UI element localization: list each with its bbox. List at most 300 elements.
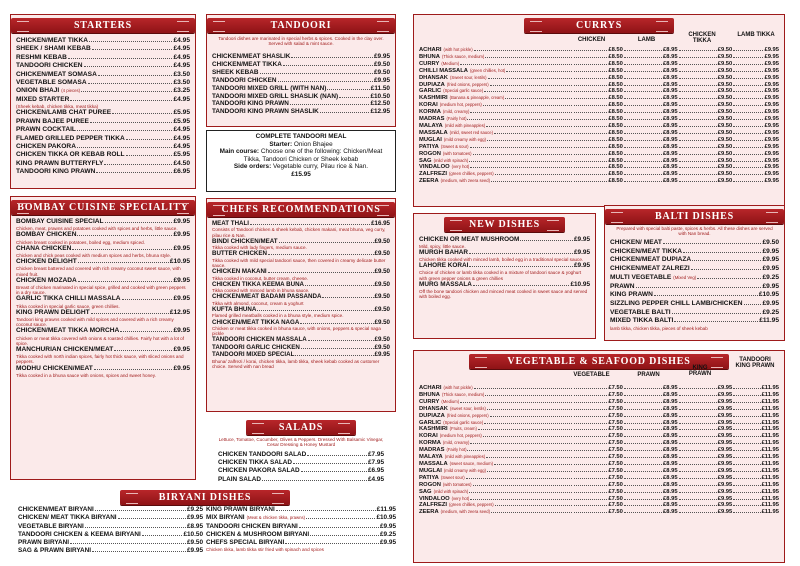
- menu-item: [16, 71, 190, 79]
- dish-name-cell: [419, 426, 573, 433]
- dot-leader: [469, 492, 572, 493]
- price-value: £7.50: [608, 412, 623, 419]
- dot-leader: [679, 167, 717, 168]
- price-grid-row: [419, 447, 779, 454]
- price-cell: [573, 406, 623, 413]
- menu-item: [206, 514, 396, 522]
- price-value: £8.50: [608, 109, 623, 116]
- dot-leader: [733, 133, 763, 134]
- dish-name-cell: [419, 475, 573, 482]
- dot-leader: [307, 455, 367, 456]
- item-name: TANDOORI KING PRAWN: [16, 168, 96, 176]
- price-cell: [623, 47, 678, 54]
- item-name: CHEFS SPECIAL BIRYANI: [206, 539, 285, 547]
- price-cell: [732, 496, 779, 503]
- menu-item: [206, 539, 396, 547]
- item-name: PRAWN BIRYANI: [18, 539, 70, 547]
- menu-item: [610, 317, 779, 326]
- dish-note: (green chillies, peppers): [449, 171, 494, 177]
- item-name: CHICKEN PAKORA SALAD: [218, 467, 300, 475]
- price-grid-row: [419, 54, 779, 61]
- dot-leader: [733, 464, 760, 465]
- dot-leader: [77, 130, 173, 131]
- item-name: TANDOORI MIXED SPECIAL: [212, 351, 295, 359]
- tandoori-header: TANDOORI: [207, 18, 395, 33]
- dish-name: MADRAS: [419, 116, 445, 123]
- dish-name: DHANSAK: [419, 74, 448, 81]
- item-price: £9.50: [374, 336, 390, 344]
- price-cell: [623, 502, 678, 509]
- item-price: £5.95: [173, 151, 190, 159]
- item-name: CHICKEN/MEAT TIKKA NAGA: [212, 318, 300, 326]
- price-cell: [623, 75, 678, 82]
- dot-leader: [733, 50, 763, 51]
- price-value: £8.95: [663, 412, 678, 419]
- dot-leader: [663, 243, 762, 244]
- item-name: CHICKEN/MEAT TIKKA: [212, 60, 282, 68]
- item-name: CHANA CHICKEN: [16, 244, 72, 252]
- dish-name: DUPIAZA: [419, 81, 445, 88]
- item-price: £9.95: [173, 218, 190, 225]
- price-value: £11.95: [761, 474, 779, 481]
- dot-leader: [278, 81, 374, 82]
- price-grid-row: [419, 509, 779, 516]
- price-value: £11.95: [761, 509, 779, 516]
- price-value: £11.95: [761, 488, 779, 495]
- item-price: £9.95: [762, 265, 779, 273]
- menu-item: [212, 61, 390, 69]
- price-cell: [573, 137, 623, 144]
- item-name: MIX BIRYANI: [206, 514, 245, 522]
- dish-name-cell: [419, 144, 573, 151]
- dot-leader: [654, 295, 758, 296]
- price-cell: [573, 178, 623, 185]
- menu-item: [610, 291, 779, 300]
- dot-leader: [120, 331, 172, 332]
- price-cell: [678, 475, 733, 482]
- item-price: £9.50: [187, 539, 203, 547]
- price-cell: [732, 109, 779, 116]
- item-price: £4.95: [173, 45, 190, 53]
- dish-name-cell: [419, 440, 573, 447]
- price-cell: [732, 406, 779, 413]
- price-value: £9.95: [717, 460, 733, 467]
- price-value: £8.95: [663, 391, 678, 398]
- dot-leader: [679, 471, 717, 472]
- dish-name: ROGON: [419, 481, 441, 488]
- item-price: £9.95: [173, 364, 190, 372]
- item-price: £4.95: [173, 95, 190, 103]
- meal-sides-label: Side orders:: [233, 163, 272, 171]
- price-cell: [623, 164, 678, 171]
- dish-note: (mild creamy with egg): [443, 467, 486, 473]
- dish-name: CURRY: [419, 398, 440, 405]
- dot-leader: [470, 112, 572, 113]
- dot-leader: [310, 535, 379, 536]
- price-value: £8.95: [663, 481, 678, 488]
- price-value: £8.95: [663, 405, 678, 412]
- menu-item: [16, 79, 190, 87]
- item-description: Choice of chicken or lamb tikka cooked in a mixture of tandoori sauce & yoghurt with green pepper onions & green chillies: [419, 270, 582, 281]
- item-price: £7.95: [368, 459, 384, 467]
- price-value: £9.95: [717, 509, 733, 516]
- price-value: £9.95: [764, 102, 779, 109]
- price-value: £8.95: [663, 419, 678, 426]
- dot-leader: [624, 133, 662, 134]
- dot-leader: [490, 416, 572, 417]
- dot-leader: [98, 75, 173, 76]
- price-cell: [732, 47, 779, 54]
- dot-leader: [78, 262, 169, 263]
- item-description: Breast of chicken marinated in special spice, grilled and cooked with green peppers in a dry sauce.: [16, 285, 186, 296]
- menu-item: [610, 309, 779, 318]
- item-name: KING PRAWN DELIGHT: [16, 308, 90, 316]
- dish-name: ROGON: [419, 150, 441, 157]
- dot-leader: [291, 57, 373, 58]
- price-grid-row: [419, 392, 779, 399]
- new-dishes-section: [413, 213, 596, 339]
- menu-item: [419, 281, 590, 289]
- dot-leader: [70, 100, 172, 101]
- meal-main-label: Main course:: [219, 148, 260, 156]
- item-name: CHICKEN TIKKA OR KEBAB ROLL: [16, 151, 125, 159]
- item-name: TANDOORI KING PRAWN SHASLIK: [212, 108, 319, 116]
- dish-name-cell: [419, 109, 573, 116]
- item-price: £9.25: [380, 530, 396, 538]
- price-cell: [623, 88, 678, 95]
- menu-item: [212, 268, 390, 275]
- balti-list: [610, 239, 779, 331]
- dish-note: (medium hot, peppers): [439, 433, 482, 439]
- dot-leader: [95, 510, 186, 511]
- item-price: £12.50: [370, 100, 390, 108]
- item-description: Tandoori king prawns cooked with mild spices and covered with a rich creamy coconut sauce.: [16, 317, 174, 328]
- price-cell: [623, 171, 678, 178]
- price-grid-row: [419, 454, 779, 461]
- meal-starter: Onion Bhajee: [293, 140, 333, 148]
- item-description: Chicken tikka cooked with minced lamb, boiled egg in a traditional special sauce.: [419, 257, 584, 263]
- price-value: £8.50: [608, 47, 623, 53]
- dish-note: (Sweet & sour): [440, 143, 469, 149]
- menu-item: [212, 351, 390, 358]
- price-value: £8.95: [663, 74, 678, 81]
- price-cell: [732, 158, 779, 165]
- price-cell: [573, 47, 623, 54]
- salads-subtitle: Lettuce, Tomatoe, Cucumber, Olives & Peppers. Dressed With Balsamic Vinegar, Cesar Dressing & Honey Mustard: [218, 437, 384, 448]
- dot-leader: [624, 499, 662, 500]
- dot-leader: [624, 402, 662, 403]
- price-value: £9.95: [764, 116, 779, 123]
- item-name: TANDOORI CHICKEN MASSALA: [212, 336, 307, 344]
- item-name: TANDOORI CHICKEN: [16, 62, 83, 70]
- price-value: £9.95: [764, 47, 779, 53]
- dish-note: (Special garlic sauce): [443, 88, 484, 94]
- dot-leader: [77, 147, 173, 148]
- price-value: £8.95: [663, 502, 678, 509]
- item-name: CHICKEN/MEAT TIKKA: [16, 37, 89, 44]
- dish-note: (mild creamy with egg): [443, 136, 486, 142]
- item-price: £9.95: [574, 249, 590, 257]
- dish-name-cell: [419, 399, 573, 406]
- price-value: £9.95: [717, 481, 733, 488]
- price-cell: [678, 468, 733, 475]
- dot-leader: [744, 304, 762, 305]
- dot-leader: [636, 287, 762, 288]
- price-cell: [573, 68, 623, 75]
- dot-leader: [470, 499, 572, 500]
- item-name: SHEEK / SHAMI KEBAB: [16, 45, 91, 53]
- menu-item: [16, 62, 190, 70]
- dot-leader: [470, 147, 573, 148]
- item-price: £4.95: [368, 475, 384, 483]
- item-name: LAHORE KORAI: [419, 262, 469, 270]
- price-value: £11.95: [761, 481, 779, 488]
- price-value: £9.95: [717, 426, 733, 433]
- item-price: £11.50: [370, 84, 390, 92]
- dish-name: SAG: [419, 488, 432, 495]
- dish-note: (with tomatoes): [442, 481, 472, 487]
- price-grid-row: [419, 164, 779, 171]
- dot-leader: [484, 423, 572, 424]
- price-cell: [732, 489, 779, 496]
- dot-leader: [624, 478, 662, 479]
- dot-leader: [733, 478, 760, 479]
- dot-leader: [104, 164, 172, 165]
- dish-name-cell: [419, 420, 573, 427]
- price-value: £9.50: [717, 116, 733, 123]
- item-price: £6.95: [173, 168, 190, 176]
- menu-item: [212, 93, 390, 101]
- dish-name-cell: [419, 116, 573, 123]
- price-value: £9.50: [717, 171, 733, 178]
- item-name: KING PRAWN: [610, 291, 653, 299]
- dot-leader: [91, 313, 169, 314]
- dot-leader: [112, 113, 172, 114]
- dot-leader: [574, 119, 607, 120]
- price-grid-row: [419, 109, 779, 116]
- dot-leader: [733, 402, 760, 403]
- price-grid-row: [419, 482, 779, 489]
- price-cell: [573, 82, 623, 89]
- dot-leader: [679, 450, 717, 451]
- dot-leader: [473, 154, 573, 155]
- price-value: £7.50: [608, 440, 623, 447]
- item-name: PRAWN: [610, 282, 635, 290]
- price-value: £7.50: [608, 474, 623, 481]
- item-description: Tikka cooked with mild special tandoori sauce, then covered in creamy delicate butter sauce.: [212, 257, 386, 269]
- price-value: £8.50: [608, 157, 623, 164]
- price-cell: [678, 489, 733, 496]
- dot-leader: [733, 388, 760, 389]
- dot-leader: [733, 161, 763, 162]
- dot-leader: [506, 71, 572, 72]
- menu-item: [16, 126, 190, 134]
- dot-leader: [624, 436, 662, 437]
- dot-leader: [733, 71, 763, 72]
- item-price: £9.50: [374, 306, 390, 314]
- currys-col-chicken-tikka: CHICKEN TIKKA: [688, 32, 716, 45]
- dish-note: (Medium): [441, 398, 460, 404]
- price-cell: [678, 447, 733, 454]
- dot-leader: [92, 49, 173, 50]
- item-name: MEAT THALI: [212, 220, 250, 227]
- price-value: £8.50: [608, 102, 623, 109]
- item-description: Bhuna/ zalfrezi / korai, chicken tikka, lamb tikka, sheek kebab cooked as customer choice. Served with nan bread: [212, 358, 380, 369]
- item-name: BOMBAY CHICKEN: [16, 231, 77, 239]
- item-name: VEGETABLE BALTI: [610, 308, 671, 316]
- price-grid-row: [419, 461, 779, 468]
- dish-name-cell: [419, 47, 573, 54]
- price-cell: [678, 109, 733, 116]
- dot-leader: [574, 409, 607, 410]
- price-cell: [573, 109, 623, 116]
- price-cell: [573, 151, 623, 158]
- price-cell: [623, 454, 678, 461]
- item-price: £9.95: [380, 539, 396, 547]
- dot-leader: [624, 98, 662, 99]
- meal-starter-label: Starter:: [269, 140, 293, 148]
- price-cell: [732, 420, 779, 427]
- price-value: £8.50: [608, 116, 623, 123]
- price-cell: [573, 413, 623, 420]
- dot-leader: [478, 429, 572, 430]
- price-grid-row: [419, 47, 779, 54]
- price-value: £9.50: [717, 95, 733, 102]
- starters-list: [16, 37, 190, 177]
- price-value: £9.50: [717, 81, 733, 88]
- balti-note: lamb tikka, chicken tikka, pieces of sheek kebab: [610, 326, 708, 332]
- price-cell: [623, 68, 678, 75]
- dish-name-cell: [419, 82, 573, 89]
- price-value: £9.95: [717, 447, 733, 454]
- dot-leader: [467, 119, 572, 120]
- tandoori-list: [212, 53, 390, 116]
- item-description: Chicken and chick peas cooked with medium spices and herbs, bhuna style.: [16, 253, 171, 259]
- dish-name: VINDALOO: [419, 164, 450, 171]
- dot-leader: [574, 57, 607, 58]
- price-cell: [623, 482, 678, 489]
- dot-leader: [114, 350, 172, 351]
- dot-leader: [473, 485, 573, 486]
- salads-header: SALADS: [246, 420, 356, 435]
- price-cell: [573, 399, 623, 406]
- dot-leader: [624, 167, 662, 168]
- item-description: Chicken, meat, prawns and potatoes cooked with spices and herbs, little sauce.: [16, 226, 178, 232]
- price-cell: [732, 413, 779, 420]
- biryani-section: [10, 488, 400, 564]
- dot-leader: [469, 253, 573, 254]
- dot-leader: [691, 269, 762, 270]
- item-name: MIXED TIKKA BALTI: [610, 317, 674, 325]
- price-grid-row: [419, 475, 779, 482]
- item-description: Tikka cooked with lady fingers, medium sauce.: [212, 245, 307, 251]
- price-value: £8.95: [663, 157, 678, 164]
- dish-note: (Sweet sour): [440, 474, 465, 480]
- item-name: MULTI VEGETABLE: [610, 273, 672, 281]
- price-cell: [732, 509, 779, 516]
- tandoori-meal-box: [206, 130, 396, 192]
- dot-leader: [733, 91, 763, 92]
- dot-leader: [574, 174, 607, 175]
- price-cell: [732, 88, 779, 95]
- dish-name-cell: [419, 130, 573, 137]
- item-price: £9.95: [173, 295, 190, 303]
- dot-leader: [574, 50, 607, 51]
- price-cell: [678, 75, 733, 82]
- price-value: £8.95: [663, 53, 678, 60]
- dot-leader: [574, 492, 607, 493]
- menu-item: [212, 85, 390, 93]
- price-cell: [678, 482, 733, 489]
- price-value: £9.95: [764, 143, 779, 150]
- dot-leader: [105, 222, 173, 223]
- price-cell: [573, 102, 623, 109]
- currys-col-chicken: CHICKEN: [577, 37, 606, 43]
- item-price: £3.50: [173, 70, 190, 78]
- veg-col-king-prawn: KING PRAWN: [688, 365, 712, 378]
- price-cell: [678, 454, 733, 461]
- menu-item: [16, 309, 190, 317]
- dot-leader: [733, 457, 760, 458]
- dot-leader: [733, 485, 760, 486]
- item-price: £9.95: [173, 327, 190, 335]
- price-value: £9.95: [764, 164, 779, 171]
- dot-leader: [624, 85, 662, 86]
- price-value: £8.50: [608, 171, 623, 178]
- dot-leader: [733, 436, 760, 437]
- price-value: £11.95: [761, 460, 779, 467]
- dot-leader: [487, 409, 572, 410]
- price-cell: [623, 489, 678, 496]
- price-cell: [678, 68, 733, 75]
- balti-subtitle: Prepared with special balti paste, spices & herbs. All these dishes are served with Nan bread.: [616, 226, 773, 237]
- price-cell: [678, 61, 733, 68]
- dot-leader: [126, 155, 173, 156]
- dish-name: ZEERA: [419, 509, 439, 516]
- price-value: £8.95: [663, 426, 678, 433]
- dot-leader: [488, 78, 573, 79]
- item-name: KUFTA BHUNA: [212, 306, 257, 314]
- price-cell: [732, 433, 779, 440]
- price-grid-row: [419, 95, 779, 102]
- menu-item: [18, 539, 203, 547]
- item-price: £9.95: [374, 53, 390, 60]
- price-cell: [678, 406, 733, 413]
- price-value: £8.95: [663, 102, 678, 109]
- price-cell: [623, 130, 678, 137]
- menu-item: [419, 236, 590, 244]
- item-note: (4 pieces): [61, 88, 81, 94]
- price-value: £9.95: [717, 454, 733, 461]
- dot-leader: [733, 443, 760, 444]
- price-grid-row: [419, 61, 779, 68]
- dot-leader: [679, 409, 717, 410]
- item-name: VEGETABLE SOMASA: [16, 79, 87, 87]
- price-grid-row: [419, 406, 779, 413]
- price-value: £8.95: [663, 150, 678, 157]
- biryani-left-list: [18, 506, 203, 556]
- item-price: £9.95: [574, 236, 590, 243]
- dot-leader: [733, 181, 763, 182]
- dot-leader: [679, 147, 717, 148]
- dot-leader: [679, 161, 717, 162]
- balti-header: BALTI DISHES: [605, 209, 784, 224]
- price-value: £11.95: [761, 405, 779, 412]
- dot-leader: [520, 240, 573, 241]
- dot-leader: [733, 119, 763, 120]
- dish-name: KORMA: [419, 109, 441, 116]
- menu-item: [610, 300, 779, 309]
